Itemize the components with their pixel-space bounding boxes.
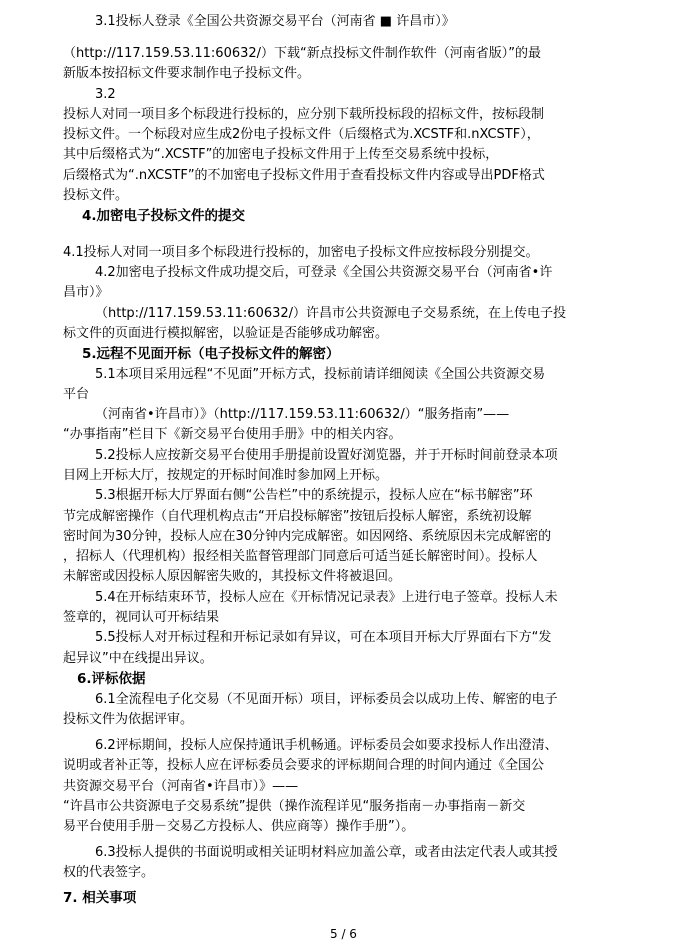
text-line: 共资源交易平台（河南省•许昌市）》—— xyxy=(63,779,299,794)
text-line: 5.2投标人应按新交易平台使用手册提前设置好浏览器，并于开标时间前登录本项 xyxy=(95,448,558,463)
text-line: 5.1本项目采用远程“不见面”开标方式，投标前请详细阅读《全国公共资源交易 xyxy=(95,367,546,382)
text-line: 说明或者补正等，投标人应在评标委员会要求的评标期间合理的时间内通过《全国公 xyxy=(63,758,545,773)
text-line: 6.2评标期间，投标人应保持通讯手机畅通。评标委员会如要求投标人作出澄清、 xyxy=(95,738,558,753)
text-line: 密时间为30分钟，投标人应在30分钟内完成解密。如因网络、系统原因未完成解密的 xyxy=(63,529,552,544)
text-line: ，招标人（代理机构）报经相关监督管理部门同意后可适当延长解密时间）。投标人 xyxy=(63,549,538,564)
section-heading: 5.远程不见面开标（电子投标文件的解密） xyxy=(82,346,340,362)
text-line: 4.1投标人对同一项目多个标段进行投标的，加密电子投标文件应按标段分别提交。 xyxy=(63,245,539,260)
section-heading: 6.评标依据 xyxy=(77,671,146,687)
text-line: 6.3投标人提供的书面说明或相关证明材料应加盖公章，或者由法定代表人或其授 xyxy=(95,845,558,860)
text-line: 6.1全流程电子化交易（不见面开标）项目，评标委员会以成功上传、解密的电子 xyxy=(95,692,558,707)
text-line: （http://117.159.53.11:60632/）下载“新点投标文件制作软件（河南省版）”的最 xyxy=(63,46,542,61)
text-line: 5.4在开标结束环节，投标人应在《开标情况记录表》上进行电子签章。投标人未 xyxy=(95,590,558,605)
section-heading: 4.加密电子投标文件的提交 xyxy=(82,208,246,224)
section-heading: 7. 相关事项 xyxy=(63,890,137,906)
text-line: 投标文件。一个标段对应生成2份电子投标文件（后缀格式为.XCSTF和.nXCSTF）， xyxy=(63,127,540,142)
text-line: 节完成解密操作（自代理机构点击“开启投标解密”按钮后投标人解密，系统初设解 xyxy=(63,509,532,524)
text-line: 3.1投标人登录《全国公共资源交易平台（河南省 ■ 许昌市）》 xyxy=(95,14,455,29)
text-line: 平台 xyxy=(63,387,90,402)
text-line: 权的代表签字。 xyxy=(63,865,155,880)
text-line: 未解密或因投标人原因解密失败的，其投标文件将被退回。 xyxy=(63,569,402,584)
text-line: 昌市）》 xyxy=(63,285,109,300)
text-line: 5.3根据开标大厅界面右侧“公告栏”中的系统提示，投标人应在“标书解密”环 xyxy=(95,488,533,503)
text-line: （http://117.159.53.11:60632/）许昌市公共资源电子交易系统，在上传电子投 xyxy=(95,306,567,321)
text-line: 4.2加密电子投标文件成功提交后，可登录《全国公共资源交易平台（河南省•许 xyxy=(95,265,553,280)
page-number: 5 / 6 xyxy=(330,927,357,941)
text-line: 3.2 xyxy=(95,87,116,102)
text-line: （河南省•许昌市）》（http://117.159.53.11:60632/）“服务指南”—— xyxy=(95,407,510,422)
text-line: “许昌市公共资源电子交易系统”提供（操作流程详见“服务指南－办事指南－新交 xyxy=(63,799,526,814)
text-line: 标文件的页面进行模拟解密，以验证是否能够成功解密。 xyxy=(63,326,389,341)
text-line: 其中后缀格式为“.XCSTF”的加密电子投标文件用于上传至交易系统中投标， xyxy=(63,147,499,162)
text-line: 新版本按招标文件要求制作电子投标文件。 xyxy=(63,66,311,81)
text-line: 5.5投标人对开标过程和开标记录如有异议，可在本项目开标大厅界面右下方“发 xyxy=(95,630,552,645)
text-line: 目网上开标大厅，按规定的开标时间准时参加网上开标。 xyxy=(63,468,389,483)
text-line: 投标文件。 xyxy=(63,188,129,203)
text-line: 后缀格式为“.nXCSTF”的不加密电子投标文件用于查看投标文件内容或导出PDF格式 xyxy=(63,168,545,183)
text-line: 起异议”中在线提出异议。 xyxy=(63,651,213,666)
text-line: 投标文件为依据评审。 xyxy=(63,712,194,727)
text-line: 易平台使用手册－交易乙方投标人、供应商等）操作手册”）。 xyxy=(63,819,415,834)
text-line: 投标人对同一项目多个标段进行投标的，应分别下载所投标段的招标文件，按标段制 xyxy=(63,107,545,122)
text-line: 签章的，视同认可开标结果 xyxy=(63,610,220,625)
text-line: “办事指南”栏目下《新交易平台使用手册》中的相关内容。 xyxy=(63,427,402,442)
